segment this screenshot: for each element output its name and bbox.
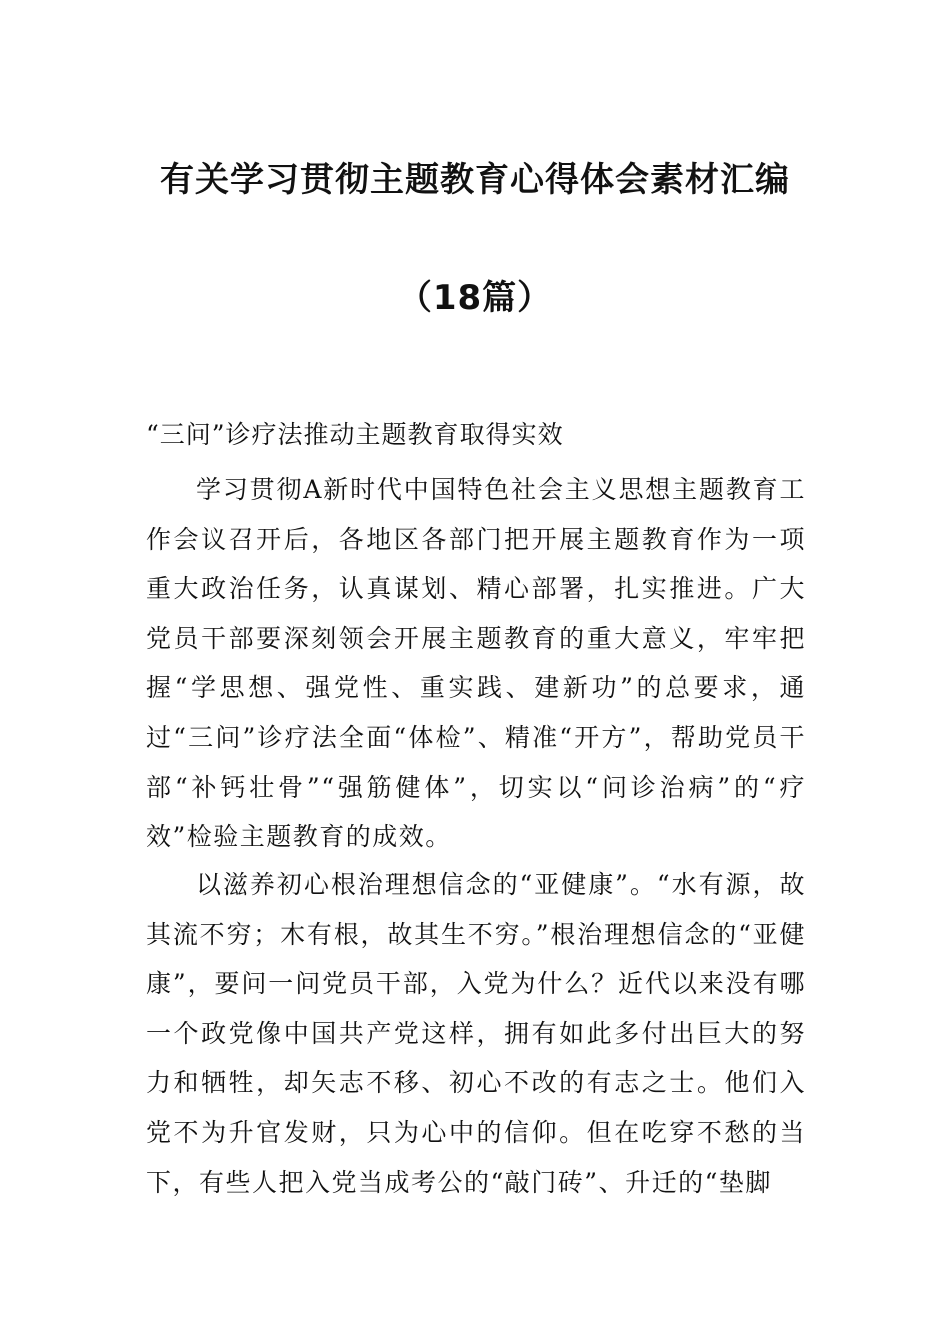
- body-paragraph-2: 以滋养初心根治理想信念的“亚健康”。“水有源，故其流不穷；木有根，故其生不穷。”根治理想信念的“亚健康”，要问一问党员干部，入党为什么？近代以来没有哪一个政党像中国共产党这样，拥有如此多付出巨大的努力和牺牲，却矢志不移、初心不改的有志之士。他们入党不为升官发财，只为心中的信仰。但在吃穿不愁的当下，有些人把入党当成考公的“敲门砖”、升迁的“垫脚: [146, 870, 806, 1197]
- body-paragraph-1: 学习贯彻A新时代中国特色社会主义思想主题教育工作会议召开后，各地区各部门把开展主题教育作为一项重大政治任务，认真谋划、精心部署，扎实推进。广大党员干部要深刻领会开展主题教育的重大意义，牢牢把握“学思想、强党性、重实践、建新功”的总要求，通过“三问”诊疗法全面“体检”、精准“开方”，帮助党员干部“补钙壮骨”“强筋健体”，切实以“问诊治病”的“疗效”检验主题教育的成效。: [146, 475, 806, 852]
- document-subtitle: （18篇）: [397, 278, 553, 318]
- document-title: 有关学习贯彻主题教育心得体会素材汇编: [160, 160, 790, 200]
- section-heading: “三问”诊疗法推动主题教育取得实效: [146, 420, 564, 449]
